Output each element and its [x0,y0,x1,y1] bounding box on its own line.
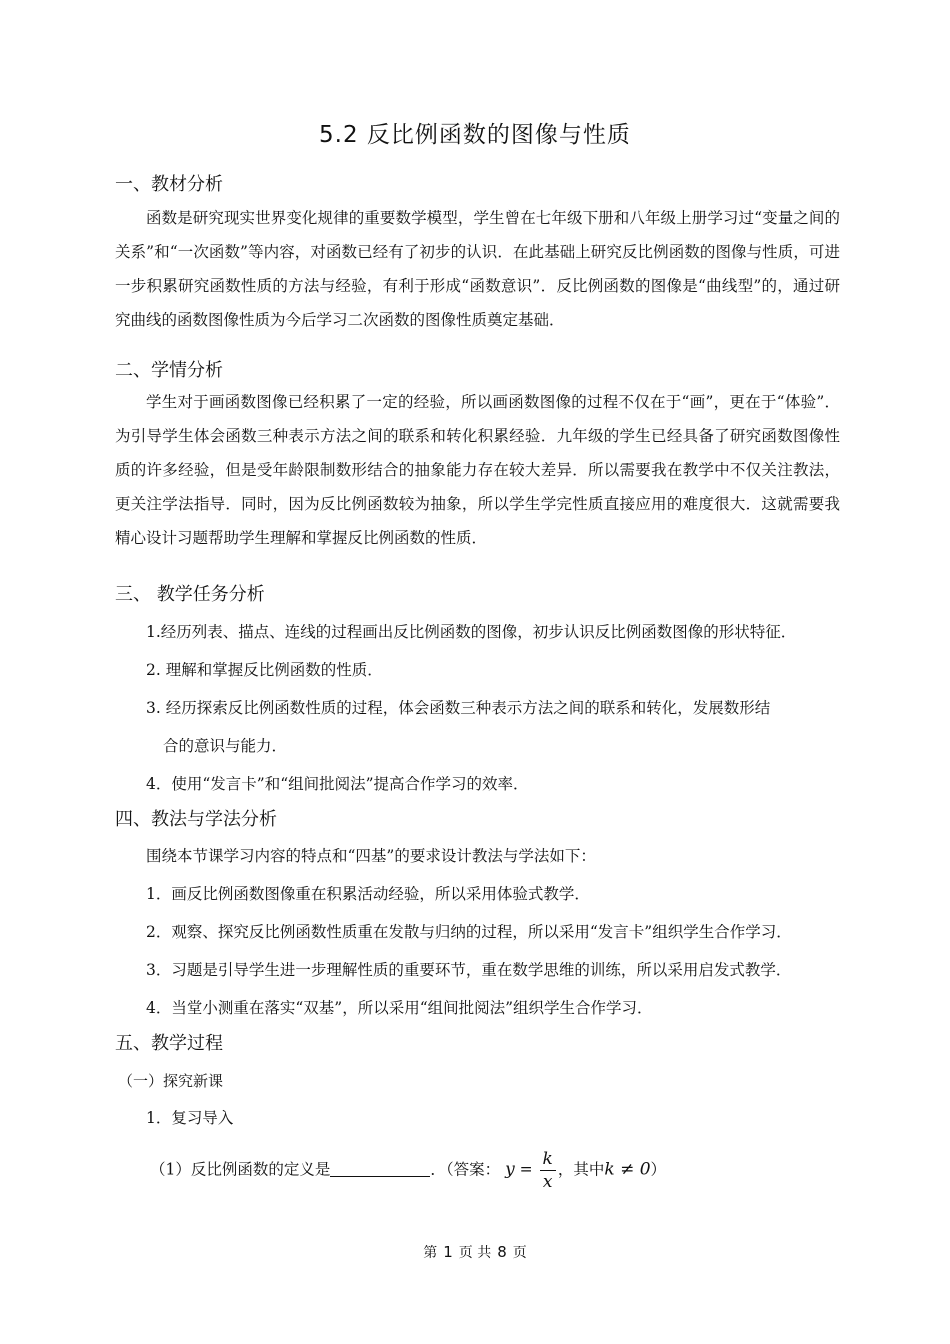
question-after: ，其中 [557,1160,605,1179]
footer-total-pages: 8 [497,1243,507,1261]
question-mid: ．（答案： [430,1160,501,1179]
page-title: 5.2 反比例函数的图像与性质 [319,122,631,148]
section-heading-5: 五、教学过程 [115,1033,223,1054]
section-intro: 围绕本节课学习内容的特点和“四基”的要求设计教法与学法如下： [146,847,596,865]
list-item: 1.经历列表、描点、连线的过程画出反比例函数的图像，初步认识反比例函数图像的形状特征． [146,623,797,641]
fraction-k-over-x [540,1148,556,1193]
math-equals: = [514,1160,538,1179]
footer-mid: 页 共 [458,1245,492,1261]
question-prefix: （1）反比例函数的定义是 [150,1160,331,1179]
question-line [150,1148,666,1193]
math-y: y [505,1159,515,1180]
section-heading-4: 四、教法与学法分析 [115,809,277,830]
section-heading-3: 三、 教学任务分析 [115,584,265,605]
list-item: 3. 经历探索反比例函数性质的过程，体会函数三种表示方法之间的联系和转化，发展数形结 [146,699,771,717]
list-item: 4．当堂小测重在落实“双基”，所以采用“组间批阅法”组织学生合作学习． [146,999,653,1017]
fraction-numerator: k [540,1148,556,1171]
footer-prefix: 第 [423,1245,438,1261]
list-item: 4．使用“发言卡”和“组间批阅法”提高合作学习的效率． [146,775,529,793]
answer-blank [330,1158,430,1177]
list-item: 3．习题是引导学生进一步理解性质的重要环节，重在数学思维的训练，所以采用启发式教学． [146,961,792,979]
list-item-continuation: 合的意识与能力． [163,737,288,755]
list-item: 2．观察、探究反比例函数性质重在发散与归纳的过程，所以采用“发言卡”组织学生合作学习． [146,923,792,941]
fraction-denominator: x [542,1172,553,1192]
question-close: ） [650,1160,667,1179]
subsection-heading: （一）探究新课 [118,1072,224,1090]
footer-suffix: 页 [512,1245,527,1261]
section-paragraph-2: 学生对于画函数图像已经积累了一定的经验，所以画函数图像的过程不仅在于“画”，更在于“体验”．为引导学生体会函数三种表示方法之间的联系和转化积累经验．九年级的学生已经具备了研究函数图像性质的许多经验，但是受年龄限制数形结合的抽象能力存在较大差异．所以需要我在教学中不仅关注教法，更关注学法指导．同时，因为反比例函数较为抽象，所以学生学完性质直接应用的难度很大．这就需要我精心设计习题帮助学生理解和掌握反比例函数的性质． [115,393,840,547]
section-paragraph-1: 函数是研究现实世界变化规律的重要数学模型，学生曾在七年级下册和八年级上册学习过“变量之间的关系”和“一次函数”等内容，对函数已经有了初步的认识．在此基础上研究反比例函数的图像与性质，可进一步积累研究函数性质的方法与经验，有利于形成“函数意识”．反比例函数的图像是“曲线型”的，通过研究曲线的函数图像性质为今后学习二次函数的图像性质奠定基础． [115,209,840,329]
list-item: 1．画反比例函数图像重在积累活动经验，所以采用体验式教学． [146,885,590,903]
section-heading-2: 二、学情分析 [115,360,223,381]
step-heading: 1．复习导入 [146,1109,234,1127]
list-item: 2. 理解和掌握反比例函数的性质． [146,661,383,679]
math-condition: k ≠ 0 [604,1159,651,1180]
footer-page-number: 1 [443,1243,453,1261]
page-footer [0,1242,950,1262]
section-heading-1: 一、教材分析 [115,174,223,195]
